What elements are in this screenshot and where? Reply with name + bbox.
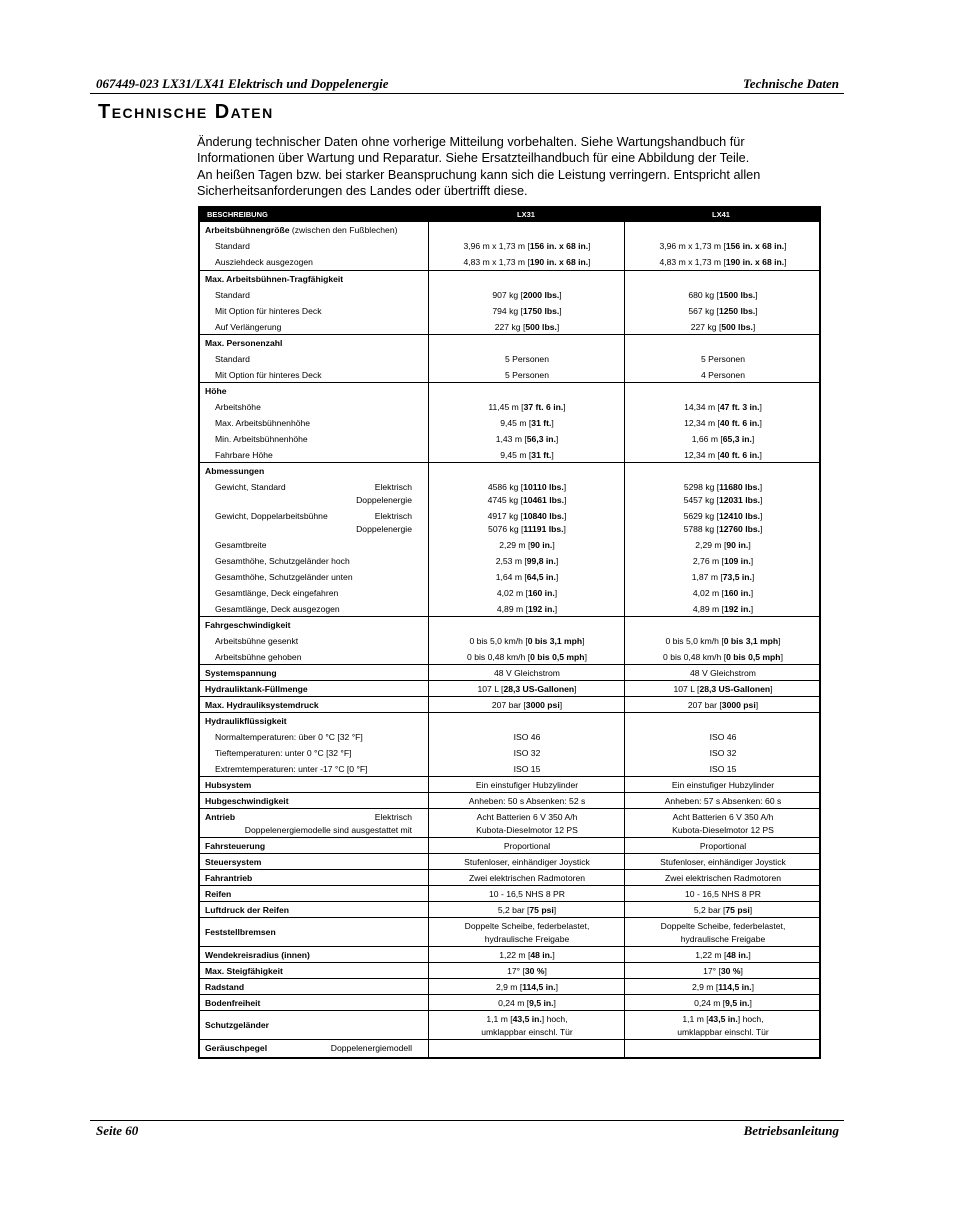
spec-group xyxy=(200,270,819,335)
spec-group xyxy=(200,946,819,963)
row-label: Max. Steigfähigkeit xyxy=(205,966,283,976)
table-row xyxy=(200,383,819,399)
value-lx41: 5 Personen xyxy=(701,354,745,364)
row-label: Feststellbremsen xyxy=(205,927,276,937)
row-label: Extremtemperaturen: unter -17 °C [0 °F] xyxy=(215,764,368,774)
row-label: Mit Option für hinteres Deck xyxy=(215,306,322,316)
value-lx41: 1,66 m [65,3 in.] xyxy=(691,434,755,444)
header-description: BESCHREIBUNG xyxy=(207,210,268,219)
value-lx31: 9,45 m [31 ft.] xyxy=(500,450,554,460)
table-row xyxy=(200,553,819,569)
table-row xyxy=(200,492,819,508)
value-lx31: 1,43 m [56,3 in.] xyxy=(495,434,559,444)
table-row xyxy=(200,222,819,238)
row-sublabel: Elektrisch xyxy=(374,511,412,521)
value-lx31: 5,2 bar [75 psi] xyxy=(497,905,557,915)
value-lx31: 2,29 m [90 in.] xyxy=(499,540,555,550)
header-lx41: LX41 xyxy=(712,210,730,219)
value-lx41: 5629 kg [12410 lbs.] xyxy=(683,511,763,521)
spec-group xyxy=(200,664,819,681)
value-lx31: 4,02 m [160 in.] xyxy=(496,588,558,598)
spec-group xyxy=(200,776,819,793)
row-label: Abmessungen xyxy=(205,466,265,476)
value-lx31: 9,45 m [31 ft.] xyxy=(500,418,554,428)
value-lx31: 1,64 m [64,5 in.] xyxy=(495,572,559,582)
page-number: Seite 60 xyxy=(96,1123,139,1138)
value-lx41: 5,2 bar [75 psi] xyxy=(693,905,753,915)
value-lx41: 12,34 m [40 ft. 6 in.] xyxy=(684,450,762,460)
table-row xyxy=(200,870,819,886)
value-lx41: 4,02 m [160 in.] xyxy=(692,588,754,598)
value-lx31: Proportional xyxy=(503,841,551,851)
spec-group xyxy=(200,808,819,838)
running-header-right: Technische Daten xyxy=(743,76,839,91)
value-lx31: 0,24 m [9,5 in.] xyxy=(498,998,556,1008)
value-lx31: 227 kg [500 lbs.] xyxy=(494,322,560,332)
spec-group xyxy=(200,680,819,697)
intro-line: Informationen über Wartung und Reparatur. Siehe Ersatzteilhandbuch für eine Abbildung der Teile. xyxy=(197,151,750,166)
table-row xyxy=(200,569,819,585)
value-lx31: umklappbar einschl. Tür xyxy=(481,1027,573,1037)
page-title: Technische Daten xyxy=(98,101,274,123)
value-lx31: 207 bar [3000 psi] xyxy=(491,700,563,710)
value-lx31: Acht Batterien 6 V 350 A/h xyxy=(476,812,578,822)
table-row xyxy=(200,431,819,447)
table-row xyxy=(200,838,819,854)
row-sublabel: Doppelenergiemodelle sind ausgestattet mit xyxy=(244,825,412,835)
table-row xyxy=(200,633,819,649)
table-row xyxy=(200,287,819,303)
row-sublabel: Doppelenergie xyxy=(356,495,412,505)
intro-line: Sicherheitsanforderungen des Landes oder übertrifft diese. xyxy=(197,183,528,198)
footer-title: Betriebsanleitung xyxy=(743,1123,839,1138)
table-header xyxy=(200,208,819,222)
value-lx31: 1,1 m [43,5 in.] hoch, xyxy=(486,1014,568,1024)
value-lx31: 10 - 16,5 NHS 8 PR xyxy=(489,889,565,899)
row-label: Fahrsteuerung xyxy=(205,841,266,851)
row-label: Max. Arbeitsbühnen-Tragfähigkeit xyxy=(205,274,344,284)
table-row xyxy=(200,822,819,838)
value-lx31: Stufenloser, einhändiger Joystick xyxy=(464,857,590,867)
spec-group xyxy=(200,696,819,713)
value-lx31: 2,53 m [99,8 in.] xyxy=(495,556,559,566)
table-row xyxy=(200,854,819,870)
table-row xyxy=(200,303,819,319)
row-label: Fahrbare Höhe xyxy=(215,450,273,460)
row-label: Gesamthöhe, Schutzgeländer unten xyxy=(215,572,353,582)
table-row xyxy=(200,585,819,601)
row-label: Steuersystem xyxy=(205,857,262,867)
spec-group xyxy=(200,1010,819,1040)
value-lx41: 4 Personen xyxy=(701,370,745,380)
value-lx41: 3,96 m x 1,73 m [156 in. x 68 in.] xyxy=(659,241,787,251)
value-lx31: 794 kg [1750 lbs.] xyxy=(492,306,562,316)
row-label: Mit Option für hinteres Deck xyxy=(215,370,322,380)
row-label: Schutzgeländer xyxy=(205,1020,269,1030)
row-label: Auf Verlängerung xyxy=(215,322,282,332)
value-lx31: Kubota-Dieselmotor 12 PS xyxy=(476,825,578,835)
spec-group xyxy=(200,917,819,947)
spec-group xyxy=(200,962,819,979)
row-label: Hubsystem xyxy=(205,780,252,790)
value-lx41: 2,29 m [90 in.] xyxy=(695,540,751,550)
row-label: Ausziehdeck ausgezogen xyxy=(215,257,313,267)
table-row xyxy=(200,793,819,809)
value-lx41: Anheben: 57 s Absenken: 60 s xyxy=(664,796,782,806)
row-label: Arbeitsbühnengröße (zwischen den Fußblechen) xyxy=(205,225,398,235)
value-lx31: ISO 46 xyxy=(513,732,541,742)
value-lx41: Doppelte Scheibe, federbelastet, xyxy=(660,921,786,931)
value-lx31: 4586 kg [10110 lbs.] xyxy=(487,482,567,492)
value-lx41: Acht Batterien 6 V 350 A/h xyxy=(672,812,774,822)
row-label: Min. Arbeitsbühnenhöhe xyxy=(215,434,308,444)
table-row xyxy=(200,697,819,713)
value-lx41: hydraulische Freigabe xyxy=(680,934,766,944)
row-label: Gesamtlänge, Deck ausgezogen xyxy=(215,604,340,614)
row-label: Normaltemperaturen: über 0 °C [32 °F] xyxy=(215,732,363,742)
value-lx41: 0 bis 0,48 km/h [0 bis 0,5 mph] xyxy=(663,652,783,662)
value-lx41: 5298 kg [11680 lbs.] xyxy=(683,482,763,492)
row-label: Reifen xyxy=(205,889,232,899)
value-lx41: 5788 kg [12760 lbs.] xyxy=(683,524,763,534)
table-row xyxy=(200,886,819,902)
value-lx41: 14,34 m [47 ft. 3 in.] xyxy=(684,402,762,412)
value-lx41: 680 kg [1500 lbs.] xyxy=(688,290,758,300)
value-lx31: Zwei elektrischen Radmotoren xyxy=(468,873,586,883)
row-label: Fahrgeschwindigkeit xyxy=(205,620,291,630)
row-label: Arbeitshöhe xyxy=(215,402,261,412)
spec-group xyxy=(200,853,819,870)
spec-group xyxy=(200,869,819,886)
table-row xyxy=(200,902,819,918)
value-lx31: 907 kg [2000 lbs.] xyxy=(492,290,562,300)
intro-line: An heißen Tagen bzw. bei starker Beanspruchung kann sich die Leistung verringern. Entspricht allen xyxy=(197,167,761,182)
spec-group xyxy=(200,616,819,665)
row-label: Arbeitsbühne gehoben xyxy=(215,652,302,662)
table-row xyxy=(200,601,819,617)
value-lx41: ISO 15 xyxy=(709,764,737,774)
table-row xyxy=(200,367,819,383)
table-row xyxy=(200,463,819,479)
table-row xyxy=(200,521,819,537)
row-label: Gewicht, Doppelarbeitsbühne xyxy=(215,511,328,521)
row-label: Arbeitsbühne gesenkt xyxy=(215,636,299,646)
value-lx41: 10 - 16,5 NHS 8 PR xyxy=(685,889,761,899)
header-rule xyxy=(90,93,844,94)
table-row xyxy=(200,351,819,367)
row-label: Gesamtlänge, Deck eingefahren xyxy=(215,588,339,598)
table-row xyxy=(200,447,819,463)
row-label: Hydrauliktank-Füllmenge xyxy=(205,684,308,694)
spec-group xyxy=(200,885,819,902)
value-lx31: 2,9 m [114,5 in.] xyxy=(495,982,559,992)
table-row xyxy=(200,665,819,681)
table-row xyxy=(200,319,819,335)
value-lx31: Anheben: 50 s Absenken: 52 s xyxy=(468,796,586,806)
spec-group xyxy=(200,901,819,918)
value-lx41: 227 kg [500 lbs.] xyxy=(690,322,756,332)
value-lx31: 5 Personen xyxy=(505,354,549,364)
table-row xyxy=(200,761,819,777)
row-sublabel: Doppelenergiemodell xyxy=(330,1043,412,1053)
value-lx31: 4,83 m x 1,73 m [190 in. x 68 in.] xyxy=(463,257,591,267)
value-lx31: 0 bis 5,0 km/h [0 bis 3,1 mph] xyxy=(469,636,585,646)
row-sublabel: Doppelenergie xyxy=(356,524,412,534)
table-row xyxy=(200,745,819,761)
value-lx41: 5457 kg [12031 lbs.] xyxy=(683,495,763,505)
footer-rule xyxy=(90,1120,844,1121)
table-row xyxy=(200,238,819,254)
table-row xyxy=(200,271,819,287)
table-row xyxy=(200,995,819,1011)
value-lx41: ISO 46 xyxy=(709,732,737,742)
value-lx41: 2,76 m [109 in.] xyxy=(692,556,754,566)
value-lx41: 12,34 m [40 ft. 6 in.] xyxy=(684,418,762,428)
value-lx31: 17° [30 %] xyxy=(507,966,547,976)
spec-group xyxy=(200,382,819,463)
value-lx31: Ein einstufiger Hubzylinder xyxy=(475,780,579,790)
spec-group xyxy=(200,712,819,777)
table-row xyxy=(200,415,819,431)
row-label: Antrieb xyxy=(205,812,236,822)
value-lx41: 107 L [28,3 US-Gallonen] xyxy=(673,684,773,694)
row-label: Höhe xyxy=(205,386,227,396)
row-sublabel: Elektrisch xyxy=(374,812,412,822)
table-row xyxy=(200,729,819,745)
row-label: Wendekreisradius (innen) xyxy=(205,950,310,960)
value-lx41: 207 bar [3000 psi] xyxy=(687,700,759,710)
value-lx41: ISO 32 xyxy=(709,748,737,758)
value-lx31: 5 Personen xyxy=(505,370,549,380)
table-row xyxy=(200,254,819,270)
spec-group xyxy=(200,1039,819,1056)
value-lx31: 3,96 m x 1,73 m [156 in. x 68 in.] xyxy=(463,241,591,251)
table-row xyxy=(200,963,819,979)
value-lx31: 5076 kg [11191 lbs.] xyxy=(488,524,566,534)
row-sublabel: Elektrisch xyxy=(374,482,412,492)
value-lx31: hydraulische Freigabe xyxy=(484,934,570,944)
row-label: Standard xyxy=(215,290,250,300)
table-row xyxy=(200,335,819,351)
table-row xyxy=(200,1024,819,1040)
value-lx31: Doppelte Scheibe, federbelastet, xyxy=(464,921,590,931)
table-row xyxy=(200,617,819,633)
row-label: Max. Hydrauliksystemdruck xyxy=(205,700,319,710)
value-lx41: 17° [30 %] xyxy=(703,966,743,976)
running-header-left: 067449-023 LX31/LX41 Elektrisch und Doppelenergie xyxy=(96,76,389,91)
row-label: Systemspannung xyxy=(205,668,277,678)
spec-group xyxy=(200,994,819,1011)
value-lx31: 11,45 m [37 ft. 6 in.] xyxy=(488,402,566,412)
value-lx41: 48 V Gleichstrom xyxy=(690,668,756,678)
value-lx41: umklappbar einschl. Tür xyxy=(677,1027,769,1037)
table-row xyxy=(200,399,819,415)
value-lx41: 4,83 m x 1,73 m [190 in. x 68 in.] xyxy=(659,257,787,267)
value-lx41: 4,89 m [192 in.] xyxy=(692,604,754,614)
intro-paragraph xyxy=(197,134,817,199)
row-label: Max. Arbeitsbühnenhöhe xyxy=(215,418,311,428)
row-label: Gesamtbreite xyxy=(215,540,267,550)
row-label: Standard xyxy=(215,354,250,364)
table-row xyxy=(200,537,819,553)
value-lx31: 4,89 m [192 in.] xyxy=(496,604,558,614)
spec-group xyxy=(200,792,819,809)
intro-line: Änderung technischer Daten ohne vorherige Mitteilung vorbehalten. Siehe Wartungshandbuch für xyxy=(197,135,745,149)
row-label: Standard xyxy=(215,241,250,251)
row-label: Geräuschpegel xyxy=(205,1043,268,1053)
value-lx41: Zwei elektrischen Radmotoren xyxy=(664,873,782,883)
spec-table xyxy=(198,206,821,1059)
value-lx41: Stufenloser, einhändiger Joystick xyxy=(660,857,786,867)
value-lx41: 1,1 m [43,5 in.] hoch, xyxy=(682,1014,764,1024)
spec-group xyxy=(200,462,819,617)
table-row xyxy=(200,979,819,995)
row-label: Fahrantrieb xyxy=(205,873,253,883)
header-lx31: LX31 xyxy=(517,210,535,219)
value-lx31: 4917 kg [10840 lbs.] xyxy=(487,511,567,521)
value-lx41: Kubota-Dieselmotor 12 PS xyxy=(672,825,774,835)
row-label: Hydraulikflüssigkeit xyxy=(205,716,287,726)
row-label: Max. Personenzahl xyxy=(205,338,283,348)
value-lx41: 2,9 m [114,5 in.] xyxy=(691,982,755,992)
table-row xyxy=(200,681,819,697)
table-row xyxy=(200,649,819,665)
spec-group xyxy=(200,978,819,995)
table-row xyxy=(200,931,819,947)
value-lx41: Ein einstufiger Hubzylinder xyxy=(671,780,775,790)
row-label: Bodenfreiheit xyxy=(205,998,261,1008)
spec-group xyxy=(200,222,819,270)
value-lx41: 0 bis 5,0 km/h [0 bis 3,1 mph] xyxy=(665,636,781,646)
row-label: Gewicht, Standard xyxy=(215,482,286,492)
table-row xyxy=(200,777,819,793)
spec-group xyxy=(200,334,819,383)
table-row xyxy=(200,1040,819,1056)
value-lx31: 107 L [28,3 US-Gallonen] xyxy=(477,684,577,694)
row-label: Gesamthöhe, Schutzgeländer hoch xyxy=(215,556,350,566)
value-lx41: 0,24 m [9,5 in.] xyxy=(694,998,752,1008)
row-label: Radstand xyxy=(205,982,245,992)
value-lx31: ISO 32 xyxy=(513,748,541,758)
value-lx41: 567 kg [1250 lbs.] xyxy=(688,306,758,316)
value-lx31: 48 V Gleichstrom xyxy=(494,668,560,678)
table-row xyxy=(200,947,819,963)
row-label: Hubgeschwindigkeit xyxy=(205,796,289,806)
spec-group xyxy=(200,837,819,854)
value-lx31: 1,22 m [48 in.] xyxy=(499,950,555,960)
row-label: Luftdruck der Reifen xyxy=(205,905,290,915)
value-lx31: ISO 15 xyxy=(513,764,541,774)
value-lx41: 1,22 m [48 in.] xyxy=(695,950,751,960)
value-lx41: 1,87 m [73,5 in.] xyxy=(691,572,755,582)
value-lx31: 4745 kg [10461 lbs.] xyxy=(487,495,567,505)
row-label: Tieftemperaturen: unter 0 °C [32 °F] xyxy=(215,748,352,758)
value-lx41: Proportional xyxy=(699,841,747,851)
value-lx31: 0 bis 0,48 km/h [0 bis 0,5 mph] xyxy=(467,652,587,662)
table-row xyxy=(200,713,819,729)
